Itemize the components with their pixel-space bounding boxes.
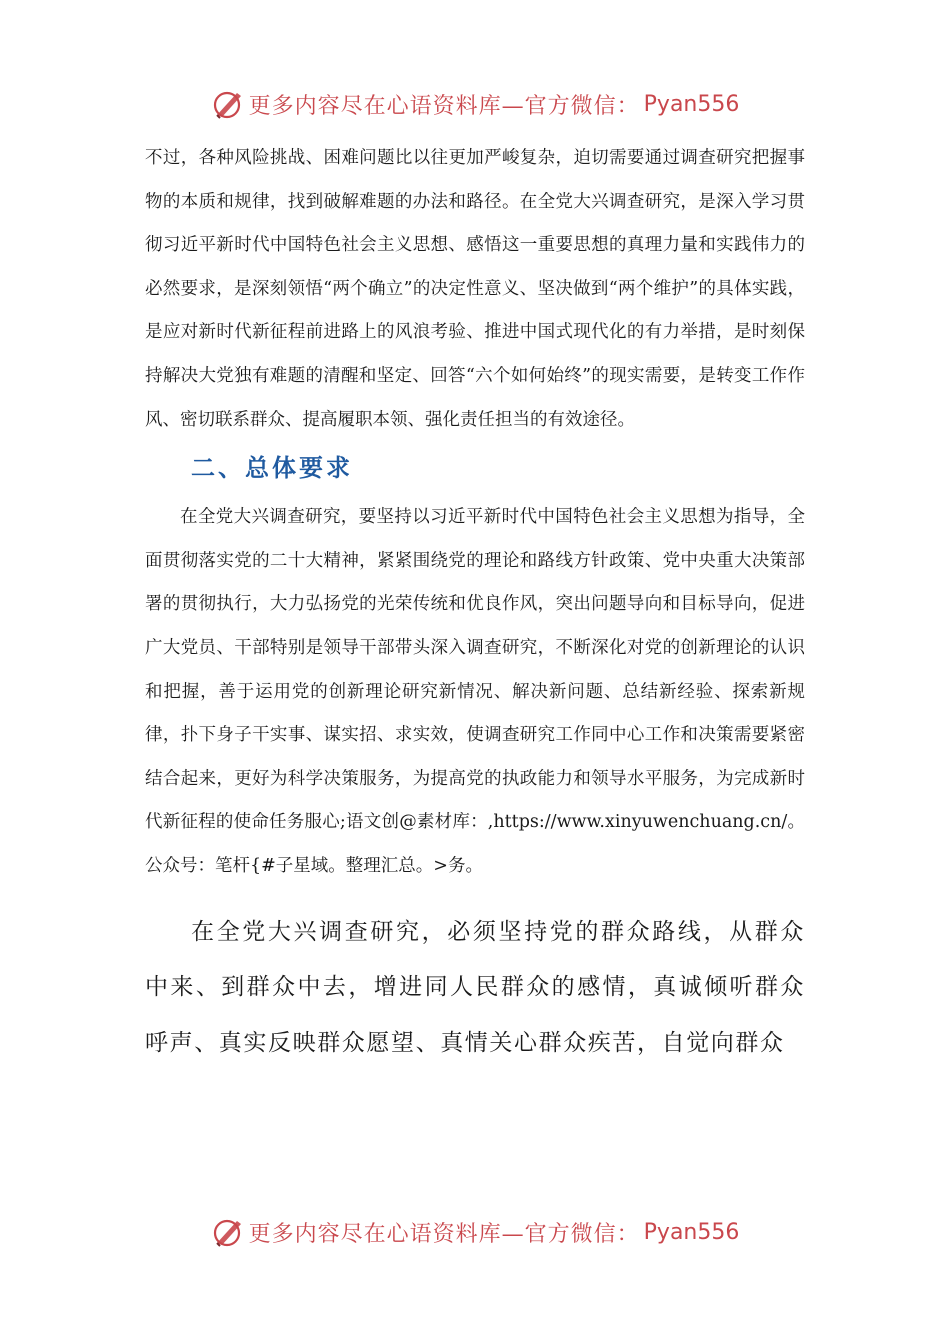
banner-wechat-id: Pyan556: [643, 1219, 740, 1245]
pen-circle-logo-icon: [211, 1215, 245, 1249]
header-banner: [0, 84, 950, 124]
banner-text: 更多内容尽在心语资料库—官方微信：: [248, 1221, 640, 1247]
paragraph-2: 在全党大兴调查研究，要坚持以习近平新时代中国特色社会主义思想为指导，全面贯彻落实党的二十大精神，紧紧围绕党的理论和路线方针政策、党中央重大决策部署的贯彻执行，大力弘扬党的光荣传统和优良作风，突出问题导向和目标导向，促进广大党员、干部特别是领导干部带头深入调查研究，不断深化对党的创新理论的认识和把握，善于运用党的创新理论研究新情况、解决新问题、总结新经验、探索新规律，扑下身子干实事、谋实招、求实效，使调查研究工作同中心工作和决策需要紧密结合起来，更好为科学决策服务，为提高党的执政能力和领导水平服务，为完成新时代新征程的使命任务服心;语文创@素材库：,https://www.xinyuwenchuang.cn/。公众号：笔杆{#子星域。整理汇总。>务。: [145, 507, 805, 876]
footer-banner: [0, 1212, 950, 1252]
paragraph-1: 不过，各种风险挑战、困难问题比以往更加严峻复杂，迫切需要通过调查研究把握事物的本质和规律，找到破解难题的办法和路径。在全党大兴调查研究，是深入学习贯彻习近平新时代中国特色社会主义思想、感悟这一重要思想的真理力量和实践伟力的必然要求，是深刻领悟“两个确立”的决定性意义、坚决做到“两个维护”的具体实践，是应对新时代新征程前进路上的风浪考验、推进中国式现代化的有力举措，是时刻保持解决大党独有难题的清醒和坚定、回答“六个如何始终”的现实需要，是转变工作作风、密切联系群众、提高履职本领、强化责任担当的有效途径。: [145, 148, 805, 430]
section-heading: 二、总体要求: [191, 454, 353, 483]
paragraph-3: 在全党大兴调查研究，必须坚持党的群众路线，从群众中来、到群众中去，增进同人民群众的感情，真诚倾听群众呼声、真实反映群众愿望、真情关心群众疾苦，自觉向群众: [145, 918, 805, 1056]
banner-wechat-id: Pyan556: [643, 91, 740, 117]
banner-text: 更多内容尽在心语资料库—官方微信：: [248, 93, 640, 119]
pen-circle-logo-icon: [211, 87, 245, 121]
document-body: [145, 137, 805, 1071]
